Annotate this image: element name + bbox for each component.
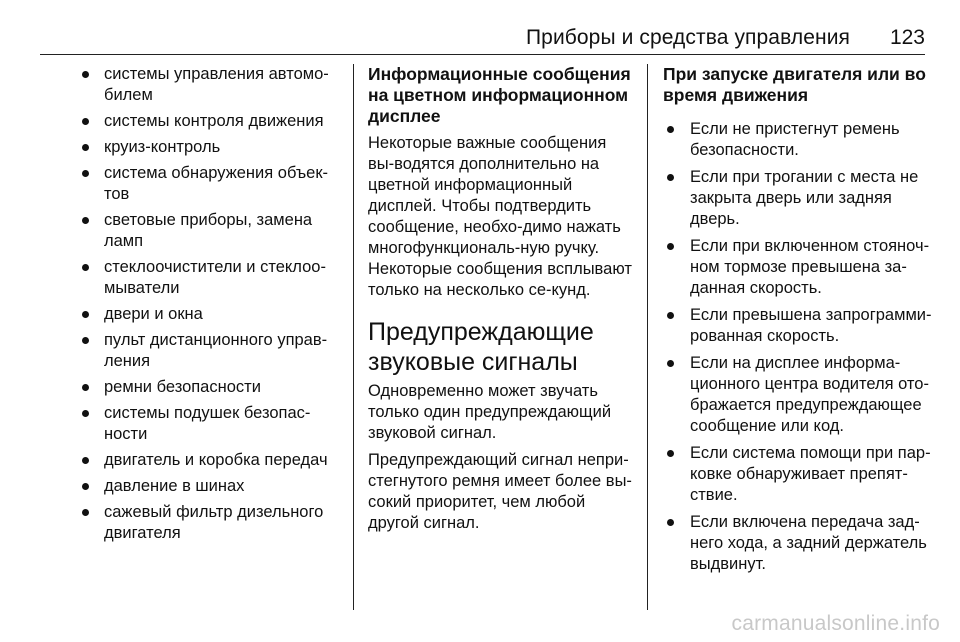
list-item: Если включена передача зад-него хода, а задний держатель выдвинут. xyxy=(663,512,933,575)
list-item: ремни безопасности xyxy=(78,377,340,398)
page-header xyxy=(40,20,925,55)
column-divider-right xyxy=(647,64,648,610)
list-item: системы подушек безопас-ности xyxy=(78,403,340,445)
list-item: стеклоочистители и стеклоо-мыватели xyxy=(78,257,340,299)
right-column xyxy=(663,64,933,581)
list-item: пульт дистанционного управ-ления xyxy=(78,330,340,372)
list-item: круиз-контроль xyxy=(78,137,340,158)
middle-column xyxy=(368,64,636,540)
list-item: сажевый фильтр дизельного двигателя xyxy=(78,502,340,544)
info-messages-heading: Информационные сообщения на цветном информационном дисплее xyxy=(368,64,631,126)
seatbelt-chime-paragraph: Предупреждающий сигнал непри-стегнутого ремня имеет более вы-сокий приоритет, чем любой другой сигнал. xyxy=(368,451,632,532)
warning-chimes-paragraph: Одновременно может звучать только один предупреждающий звуковой сигнал. xyxy=(368,382,612,442)
column-divider-left xyxy=(353,64,354,610)
list-item: Если не пристегнут ремень безопасности. xyxy=(663,119,933,161)
list-item: Если система помощи при пар-ковке обнаруживает препят-ствие. xyxy=(663,443,933,506)
list-item: Если при трогании с места не закрыта дверь или задняя дверь. xyxy=(663,167,933,230)
driving-chimes-heading: При запуске двигателя или во время движения xyxy=(663,64,926,105)
list-item: Если при включенном стояноч-ном тормозе превышена за-данная скорость. xyxy=(663,236,933,299)
list-item: световые приборы, замена ламп xyxy=(78,210,340,252)
list-item: Если превышена запрограмми-рованная скорость. xyxy=(663,305,933,347)
chime-conditions-list xyxy=(663,119,933,575)
left-column xyxy=(78,64,340,549)
list-item: системы управления автомо-билем xyxy=(78,64,340,106)
list-item: системы контроля движения xyxy=(78,111,340,132)
list-item: двери и окна xyxy=(78,304,340,325)
info-messages-paragraph: Некоторые важные сообщения вы-водятся дополнительно на цветной информационный дисплей. Чтобы подтвердить сообщение, необхо-димо нажать многофункциональ-ную ручку. Некоторые сообщения всплывают только на несколько се-кунд. xyxy=(368,134,632,299)
list-item: давление в шинах xyxy=(78,476,340,497)
list-item: система обнаружения объек-тов xyxy=(78,163,340,205)
watermark: carmanualsonline.info xyxy=(731,612,940,635)
page-number: 123 xyxy=(889,26,925,49)
list-item: Если на дисплее информа-ционного центра водителя ото-бражается предупреждающее сообщение или код. xyxy=(663,353,933,437)
page-title: Приборы и средства управления xyxy=(525,26,850,49)
system-list xyxy=(78,64,340,544)
warning-chimes-title: Предупреждающие звуковые сигналы xyxy=(368,318,594,376)
list-item: двигатель и коробка передач xyxy=(78,450,340,471)
